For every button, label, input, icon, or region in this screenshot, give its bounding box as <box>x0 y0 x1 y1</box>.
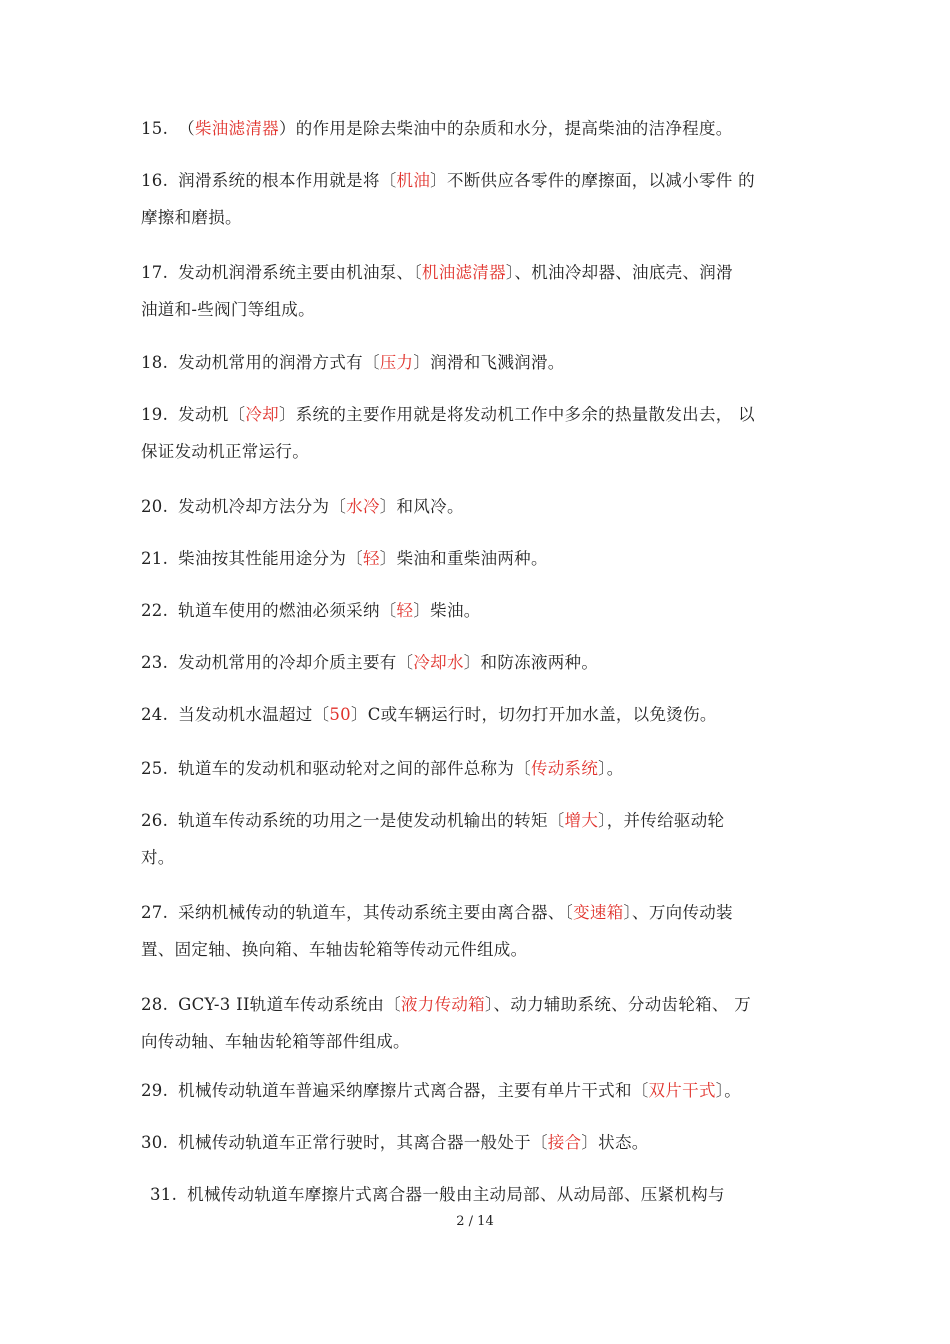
question-line <box>141 1124 821 1161</box>
question-line <box>150 1176 830 1213</box>
page-number: 2 / 14 <box>456 1214 494 1229</box>
question-text: 发动机润滑系统主要由机油泵、〔 <box>178 263 422 282</box>
question-number: 16. <box>141 171 169 190</box>
question-text: 〕柴油。 <box>413 601 481 620</box>
question-line <box>141 254 821 291</box>
question-text: 〕、动力辅助系统、分动齿轮箱、 万 <box>484 995 752 1014</box>
question-text: 机械传动轨道车正常行驶时，其离合器一般处于〔 <box>178 1133 548 1152</box>
question-line <box>141 894 821 931</box>
question-line <box>141 750 821 787</box>
question-text: 保证发动机正常运行。 <box>141 442 309 461</box>
question-text: （ <box>178 119 195 138</box>
question-line <box>141 1072 821 1109</box>
question-line <box>141 110 821 147</box>
question-item <box>141 750 821 787</box>
question-number: 30. <box>141 1133 169 1152</box>
question-text: 轨道车传动系统的功用之一是使发动机输出的转矩〔 <box>178 811 565 830</box>
question-line <box>141 396 821 433</box>
question-number: 28. <box>141 995 169 1014</box>
answer-text: 冷却水 <box>413 653 464 672</box>
question-item <box>141 344 821 381</box>
answer-text: 接合 <box>547 1133 582 1152</box>
question-number: 18. <box>141 353 169 372</box>
question-text: 〕。 <box>715 1081 742 1100</box>
answer-text: 传动系统 <box>530 759 599 778</box>
answer-text: 变速箱 <box>573 903 624 922</box>
question-number: 25. <box>141 759 169 778</box>
question-item <box>141 986 821 1060</box>
question-text: 〕、万向传动装 <box>623 903 733 922</box>
answer-text: 机油滤清器 <box>421 263 506 282</box>
question-line <box>141 540 821 577</box>
answer-text: 柴油滤清器 <box>194 119 279 138</box>
question-text: 〕和风冷。 <box>379 497 464 516</box>
question-text: 〕不断供应各零件的摩擦面，以减小零件 的 <box>430 171 755 190</box>
question-text: 〕、机油冷却器、油底壳、润滑 <box>505 263 733 282</box>
question-number: 29. <box>141 1081 169 1100</box>
question-text: 〕状态。 <box>581 1133 649 1152</box>
question-text: 向传动轴、车轴齿轮箱等部件组成。 <box>141 1032 410 1051</box>
question-line <box>141 592 821 629</box>
question-text: 发动机常用的冷却介质主要有〔 <box>178 653 414 672</box>
question-item <box>141 540 821 577</box>
question-text: 〕C或车辆运行时，切勿打开加水盖，以免烫伤。 <box>350 705 717 724</box>
answer-text: 增大 <box>564 811 599 830</box>
question-text: ）的作用是除去柴油中的杂质和水分，提高柴油的洁净程度。 <box>278 119 733 138</box>
question-item <box>150 1176 830 1213</box>
question-text: 发动机〔 <box>178 405 246 424</box>
question-text: 〕和防冻液两种。 <box>463 653 599 672</box>
question-number: 20. <box>141 497 169 516</box>
question-line <box>141 162 821 199</box>
question-item <box>141 894 821 968</box>
question-text: 〕系统的主要作用就是将发动机工作中多余的热量散发出去， 以 <box>278 405 755 424</box>
question-item <box>141 254 821 328</box>
question-text: 机械传动轨道车摩擦片式离合器一般由主动局部、从动局部、压紧机构与 <box>187 1185 725 1204</box>
question-number: 27. <box>141 903 169 922</box>
question-text: 采纳机械传动的轨道车，其传动系统主要由离合器、〔 <box>178 903 574 922</box>
question-item <box>141 592 821 629</box>
question-text: 当发动机水温超过〔 <box>178 705 330 724</box>
answer-text: 机油 <box>396 171 431 190</box>
question-number: 31. <box>150 1185 178 1204</box>
question-line <box>141 644 821 681</box>
question-line <box>141 931 821 968</box>
question-item <box>141 162 821 236</box>
question-text: 〕柴油和重柴油两种。 <box>379 549 548 568</box>
question-line <box>141 1023 821 1060</box>
question-line <box>141 802 821 839</box>
question-text: 摩擦和磨损。 <box>141 208 242 227</box>
question-number: 21. <box>141 549 169 568</box>
question-number: 17. <box>141 263 169 282</box>
question-number: 15. <box>141 119 169 138</box>
question-text: 〕。 <box>598 759 624 778</box>
question-text: 柴油按其性能用途分为〔 <box>178 549 363 568</box>
question-text: 机械传动轨道车普遍采纳摩擦片式离合器，主要有单片干式和〔 <box>178 1081 649 1100</box>
question-item <box>141 1072 821 1109</box>
question-text: 发动机常用的润滑方式有〔 <box>178 353 380 372</box>
question-line <box>141 344 821 381</box>
answer-text: 液力传动箱 <box>400 995 485 1014</box>
answer-text: 50 <box>329 705 351 724</box>
question-item <box>141 696 821 733</box>
answer-text: 轻 <box>396 601 414 620</box>
question-item <box>141 488 821 525</box>
question-item <box>141 644 821 681</box>
question-text: 〕，并传给驱动轮 <box>598 811 725 830</box>
question-text: 置、固定轴、换向箱、车轴齿轮箱等传动元件组成。 <box>141 940 528 959</box>
question-text: 油道和-些阀门等组成。 <box>141 300 315 319</box>
answer-text: 轻 <box>362 549 380 568</box>
question-item <box>141 802 821 876</box>
question-number: 19. <box>141 405 169 424</box>
question-line <box>141 839 821 876</box>
question-text: 轨道车使用的燃油必须采纳〔 <box>178 601 397 620</box>
question-line <box>141 433 821 470</box>
question-number: 24. <box>141 705 169 724</box>
question-number: 22. <box>141 601 169 620</box>
question-number: 23. <box>141 653 169 672</box>
question-text: 发动机冷却方法分为〔 <box>178 497 347 516</box>
question-line <box>141 488 821 525</box>
question-text: 润滑系统的根本作用就是将〔 <box>178 171 397 190</box>
answer-text: 压力 <box>379 353 414 372</box>
question-text: GCY-3 II轨道车传动系统由〔 <box>178 995 401 1014</box>
question-text: 〕润滑和飞溅润滑。 <box>413 353 565 372</box>
answer-text: 水冷 <box>346 497 380 516</box>
question-line <box>141 986 821 1023</box>
question-line <box>141 696 821 733</box>
question-item <box>141 1124 821 1161</box>
answer-text: 双片干式 <box>648 1081 716 1100</box>
question-line <box>141 291 821 328</box>
question-number: 26. <box>141 811 169 830</box>
question-item <box>141 110 821 147</box>
answer-text: 冷却 <box>245 405 279 424</box>
question-item <box>141 396 821 470</box>
question-text: 轨道车的发动机和驱动轮对之间的部件总称为〔 <box>178 759 531 778</box>
question-line <box>141 199 821 236</box>
question-text: 对。 <box>141 848 175 867</box>
